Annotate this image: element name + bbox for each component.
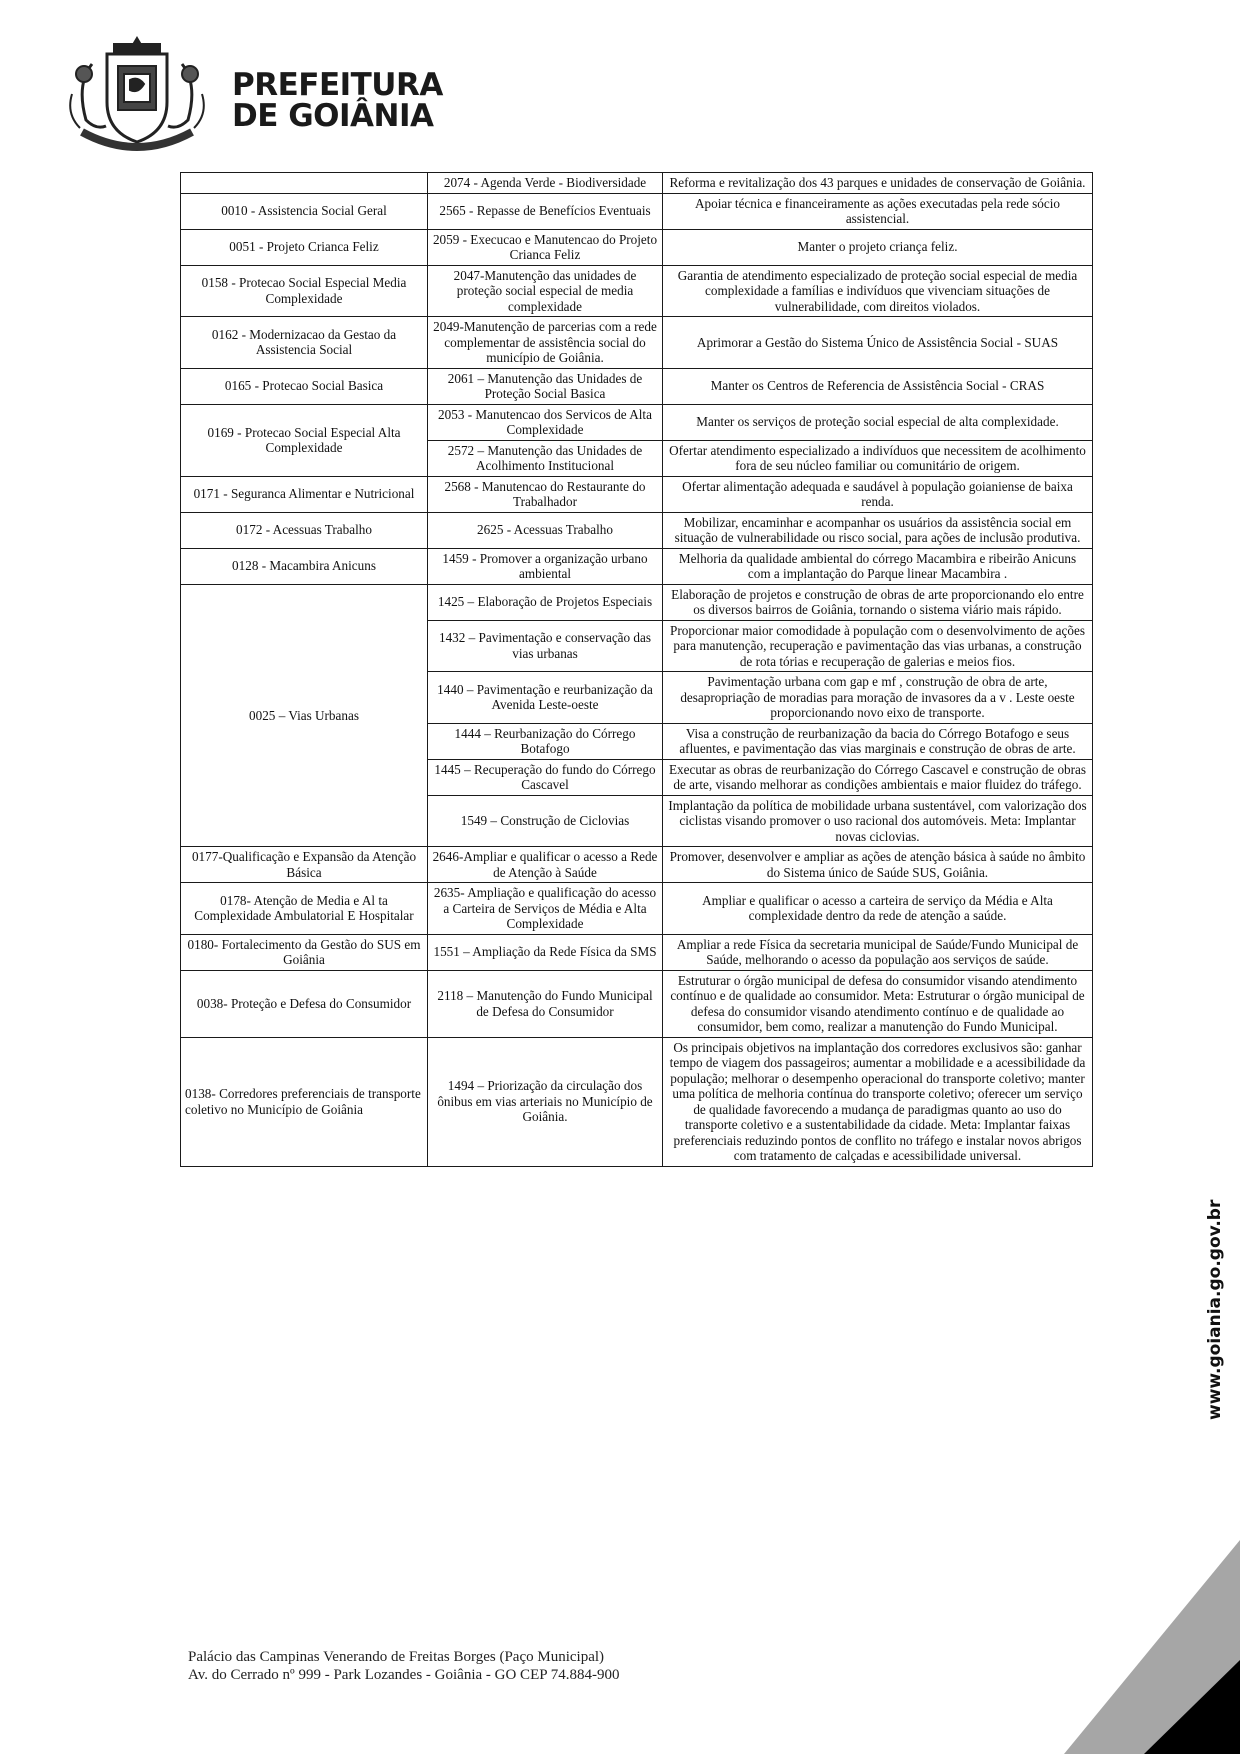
table-row	[181, 584, 1093, 620]
description-cell: Ofertar alimentação adequada e saudável à população goianiense de baixa renda.	[663, 476, 1093, 512]
action-cell: 2625 - Acessuas Trabalho	[428, 512, 663, 548]
table-row	[181, 229, 1093, 265]
action-cell: 1551 – Ampliação da Rede Física da SMS	[428, 934, 663, 970]
action-cell: 2646-Ampliar e qualificar o acesso a Rede de Atenção à Saúde	[428, 847, 663, 883]
program-cell: 0128 - Macambira Anicuns	[181, 548, 428, 584]
description-cell: Garantia de atendimento especializado de proteção social especial de media complexidade a famílias e indivíduos que vivenciam situações de vulnerabilidade, com direitos violados.	[663, 265, 1093, 317]
action-cell: 2059 - Execucao e Manutencao do Projeto Crianca Feliz	[428, 229, 663, 265]
table-row	[181, 404, 1093, 440]
action-cell: 2053 - Manutencao dos Servicos de Alta Complexidade	[428, 404, 663, 440]
corner-decoration	[1064, 1540, 1240, 1754]
program-cell: 0177-Qualificação e Expansão da Atenção Básica	[181, 847, 428, 883]
description-cell: Manter os serviços de proteção social especial de alta complexidade.	[663, 404, 1093, 440]
action-cell: 1445 – Recuperação do fundo do Córrego Cascavel	[428, 759, 663, 795]
table-row	[181, 193, 1093, 229]
action-cell: 1494 – Priorização da circulação dos ônibus em vias arteriais no Município de Goiânia.	[428, 1037, 663, 1166]
description-cell: Apoiar técnica e financeiramente as ações executadas pela rede sócio assistencial.	[663, 193, 1093, 229]
action-cell: 2572 – Manutenção das Unidades de Acolhimento Institucional	[428, 440, 663, 476]
footer-line-1: Palácio das Campinas Venerando de Freitas Borges (Paço Municipal)	[188, 1649, 605, 1665]
description-cell: Ampliar e qualificar o acesso a carteira de serviço da Média e Alta complexidade dentro da rede de atenção a saúde.	[663, 883, 1093, 935]
table-row	[181, 934, 1093, 970]
description-cell: Melhoria da qualidade ambiental do córrego Macambira e ribeirão Anicuns com a implantação do Parque linear Macambira .	[663, 548, 1093, 584]
description-cell: Promover, desenvolver e ampliar as ações de atenção básica à saúde no âmbito do Sistema único de Saúde SUS, Goiânia.	[663, 847, 1093, 883]
program-cell: 0038- Proteção e Defesa do Consumidor	[181, 970, 428, 1037]
table-row	[181, 548, 1093, 584]
table-row	[181, 173, 1093, 194]
description-cell: Estruturar o órgão municipal de defesa do consumidor visando atendimento contínuo e de qualidade ao consumidor. Meta: Estruturar o órgão municipal de defesa do consumidor visando atendimento contínuo e de qualidade ao consumidor, bem como, realizar a manutenção do Fundo Municipal.	[663, 970, 1093, 1037]
program-actions-table	[180, 172, 1093, 1167]
action-cell: 2565 - Repasse de Benefícios Eventuais	[428, 193, 663, 229]
table-row	[181, 883, 1093, 935]
description-cell: Manter os Centros de Referencia de Assistência Social - CRAS	[663, 368, 1093, 404]
action-cell: 1432 – Pavimentação e conservação das vias urbanas	[428, 620, 663, 672]
description-cell: Ofertar atendimento especializado a indivíduos que necessitem de acolhimento fora de seu núcleo familiar ou comunitário de origem.	[663, 440, 1093, 476]
table-row	[181, 970, 1093, 1037]
program-cell: 0051 - Projeto Crianca Feliz	[181, 229, 428, 265]
action-cell: 1440 – Pavimentação e reurbanização da Avenida Leste-oeste	[428, 672, 663, 724]
table-row	[181, 847, 1093, 883]
description-cell: Executar as obras de reurbanização do Córrego Cascavel e construção de obras de arte, visando melhorar as condições ambientais e maior fluidez do tráfego.	[663, 759, 1093, 795]
description-cell: Implantação da política de mobilidade urbana sustentável, com valorização dos ciclistas visando promover o uso racional dos automóveis. Meta: Implantar novas ciclovias.	[663, 795, 1093, 847]
table-row	[181, 368, 1093, 404]
program-cell: 0025 – Vias Urbanas	[181, 584, 428, 847]
table-row	[181, 1037, 1093, 1166]
description-cell: Visa a construção de reurbanização da bacia do Córrego Botafogo e seus afluentes, e pavimentação das vias marginais e construção de obras de arte.	[663, 723, 1093, 759]
coat-of-arms-logo	[62, 34, 212, 160]
action-cell: 2074 - Agenda Verde - Biodiversidade	[428, 173, 663, 194]
program-cell: 0172 - Acessuas Trabalho	[181, 512, 428, 548]
action-cell: 2049-Manutenção de parcerias com a rede complementar de assistência social do município de Goiânia.	[428, 317, 663, 369]
action-cell: 2047-Manutenção das unidades de proteção social especial de media complexidade	[428, 265, 663, 317]
brand-line-1: PREFEITURA	[232, 67, 443, 103]
description-cell: Pavimentação urbana com gap e mf , construção de obra de arte, desapropriação de moradias para moração de invasores da a v . Leste oeste proporcionando novo eixo de transporte.	[663, 672, 1093, 724]
program-cell: 0158 - Protecao Social Especial Media Complexidade	[181, 265, 428, 317]
description-cell: Os principais objetivos na implantação dos corredores exclusivos são: ganhar tempo de viagem dos passageiros; aumentar a mobilidade e a acessibilidade da população; melhorar o desempenho operacional do transporte coletivo; manter uma política de melhoria contínua do transporte coletivo; oferecer um serviço de qualidade favorecendo a mudança de paradigmas quanto ao uso do transporte coletivo e a sustentabilidade da cidade. Meta: Implantar faixas preferenciais reduzindo pontos de conflito no tráfego e instalar novos abrigos com tratamento de calçadas e acessibilidade universal.	[663, 1037, 1093, 1166]
action-cell: 2118 – Manutenção do Fundo Municipal de Defesa do Consumidor	[428, 970, 663, 1037]
action-cell: 1444 – Reurbanização do Córrego Botafogo	[428, 723, 663, 759]
program-cell: 0165 - Protecao Social Basica	[181, 368, 428, 404]
program-cell: 0171 - Seguranca Alimentar e Nutricional	[181, 476, 428, 512]
program-cell: 0178- Atenção de Media e Al ta Complexidade Ambulatorial E Hospitalar	[181, 883, 428, 935]
description-cell: Proporcionar maior comodidade à população com o desenvolvimento de ações para manutenção, recuperação e pavimentação das vias urbanas, a construção de rota tórias e recuperação de galerias e meios fios.	[663, 620, 1093, 672]
action-cell: 1549 – Construção de Ciclovias	[428, 795, 663, 847]
description-cell: Elaboração de projetos e construção de obras de arte proporcionando elo entre os diversos bairros de Goiânia, tornando o sistema viário mais rápido.	[663, 584, 1093, 620]
table-row	[181, 476, 1093, 512]
brand-name	[232, 67, 443, 134]
description-cell: Ampliar a rede Física da secretaria municipal de Saúde/Fundo Municipal de Saúde, melhorando o acesso da população aos serviços de saúde.	[663, 934, 1093, 970]
brand-line-2: DE GOIÂNIA	[232, 98, 434, 134]
action-cell: 1425 – Elaboração de Projetos Especiais	[428, 584, 663, 620]
description-cell: Mobilizar, encaminhar e acompanhar os usuários da assistência social em situação de vulnerabilidade ou risco social, para ações de inclusão produtiva.	[663, 512, 1093, 548]
website-url[interactable]: www.goiania.go.gov.br	[1205, 1199, 1225, 1420]
action-cell: 2635- Ampliação e qualificação do acesso a Carteira de Serviços de Média e Alta Complexidade	[428, 883, 663, 935]
description-cell: Manter o projeto criança feliz.	[663, 229, 1093, 265]
description-cell: Aprimorar a Gestão do Sistema Único de Assistência Social - SUAS	[663, 317, 1093, 369]
program-cell	[181, 173, 428, 194]
footer-line-2: Av. do Cerrado nº 999 - Park Lozandes - Goiânia - GO CEP 74.884-900	[188, 1667, 620, 1683]
action-cell: 2061 – Manutenção das Unidades de Proteção Social Basica	[428, 368, 663, 404]
action-cell: 1459 - Promover a organização urbano ambiental	[428, 548, 663, 584]
table-row	[181, 512, 1093, 548]
program-cell: 0138- Corredores preferenciais de transporte coletivo no Município de Goiânia	[181, 1037, 428, 1166]
program-cell: 0010 - Assistencia Social Geral	[181, 193, 428, 229]
footer-address	[188, 1648, 620, 1684]
table-row	[181, 265, 1093, 317]
description-cell: Reforma e revitalização dos 43 parques e unidades de conservação de Goiânia.	[663, 173, 1093, 194]
program-cell: 0169 - Protecao Social Especial Alta Complexidade	[181, 404, 428, 476]
table-row	[181, 317, 1093, 369]
action-cell: 2568 - Manutencao do Restaurante do Trabalhador	[428, 476, 663, 512]
program-cell: 0180- Fortalecimento da Gestão do SUS em Goiânia	[181, 934, 428, 970]
program-cell: 0162 - Modernizacao da Gestao da Assistencia Social	[181, 317, 428, 369]
